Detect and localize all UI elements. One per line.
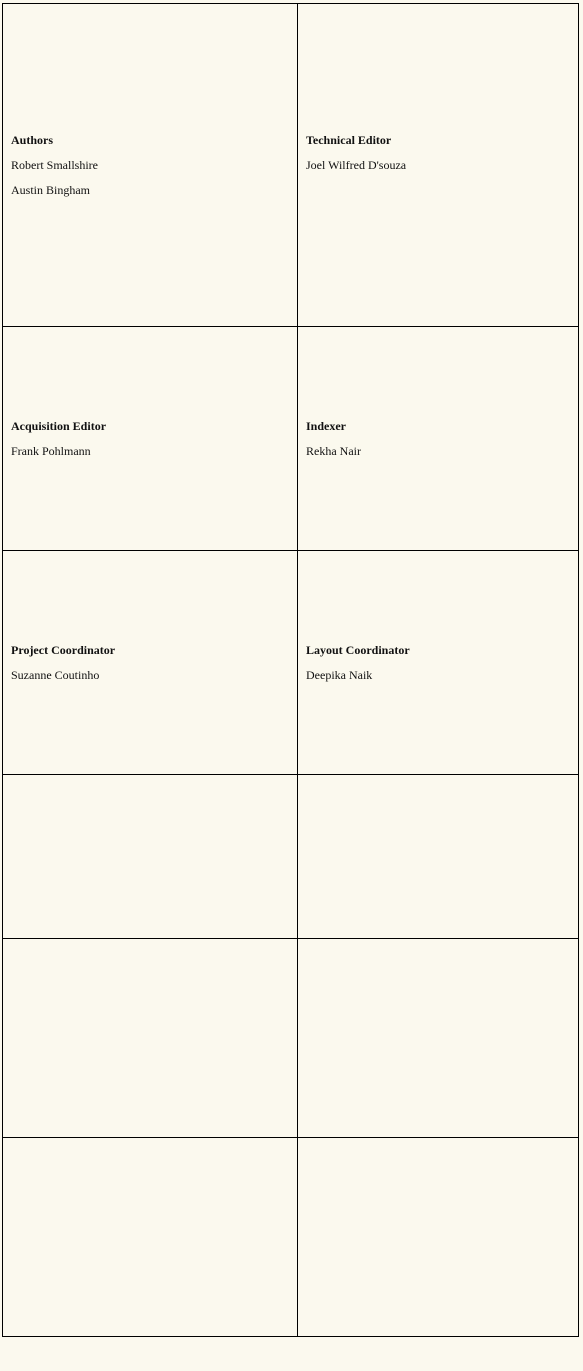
credits-row — [3, 551, 579, 775]
empty-cell — [3, 1138, 298, 1337]
person-name: Deepika Naik — [306, 667, 373, 682]
person-name: Austin Bingham — [11, 182, 91, 197]
person-name: Joel Wilfred D'souza — [306, 157, 407, 172]
person-name: Frank Pohlmann — [11, 443, 91, 458]
credit-cell-indexer — [298, 327, 579, 551]
credit-cell-layout-coordinator — [298, 551, 579, 775]
empty-cell — [298, 939, 579, 1138]
credits-row — [3, 327, 579, 551]
spacer-line — [306, 178, 578, 203]
person-name: Robert Smallshire — [11, 157, 98, 172]
credit-cell-project-coordinator — [3, 551, 298, 775]
credits-row-empty — [3, 939, 579, 1138]
empty-cell — [3, 939, 298, 1138]
credits-row — [3, 4, 579, 327]
person-name: Suzanne Coutinho — [11, 667, 100, 682]
credit-cell-technical-editor — [298, 4, 579, 327]
empty-cell — [298, 775, 579, 939]
credits-row-empty — [3, 775, 579, 939]
role-title: Acquisition Editor — [11, 418, 107, 433]
empty-cell — [298, 1138, 579, 1337]
role-title: Indexer — [306, 418, 346, 433]
role-title: Project Coordinator — [11, 642, 116, 657]
role-title: Technical Editor — [306, 132, 392, 147]
credits-row-empty — [3, 1138, 579, 1337]
role-title: Layout Coordinator — [306, 642, 410, 657]
credit-cell-acquisition-editor — [3, 327, 298, 551]
empty-cell — [3, 775, 298, 939]
credits-table — [2, 3, 579, 1337]
person-name: Rekha Nair — [306, 443, 361, 458]
role-title: Authors — [11, 132, 54, 147]
credit-cell-authors — [3, 4, 298, 327]
